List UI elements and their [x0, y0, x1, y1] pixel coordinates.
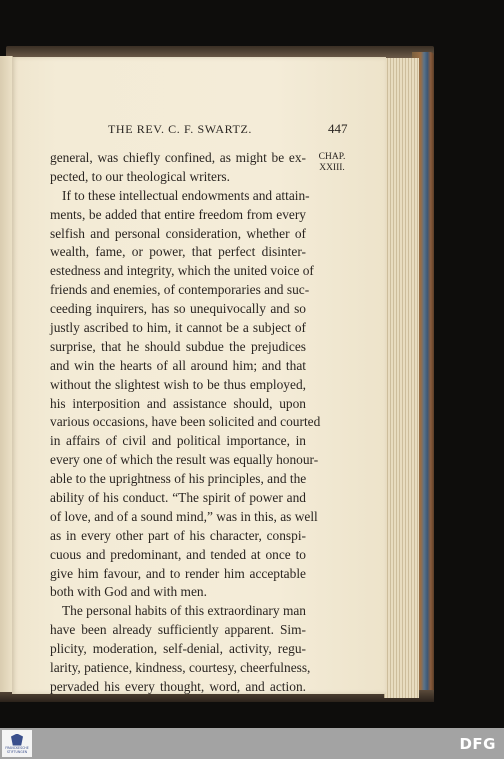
text-line: general, was chiefly confined, as might be ex- — [50, 150, 306, 165]
text-line: surprise, that he should subdue the prejudices — [50, 338, 306, 354]
text-line: able to the uprightness of his principles, and the — [50, 471, 307, 487]
text-line: both with God and with men. — [50, 584, 207, 600]
text-line: of love, and of a sound mind,” was in this, as well — [50, 508, 318, 524]
text-line: his interposition and assistance should, upon — [50, 395, 306, 411]
text-line: ments, be added that entire freedom from every — [50, 206, 306, 222]
text-line: estedness and integrity, which the united voice of — [50, 263, 314, 279]
francke-logo-text: FRANCKESCHE STIFTUNGEN — [5, 745, 29, 754]
body-text — [50, 149, 321, 697]
page-number: 447 — [328, 121, 348, 136]
francke-foundations-logo[interactable] — [2, 730, 32, 757]
viewer-footer-bar — [0, 728, 504, 759]
text-line: every one of which the result was equally honour- — [50, 452, 319, 468]
running-head: THE REV. C. F. SWARTZ. — [108, 122, 252, 136]
dfg-logo[interactable]: DFG — [459, 735, 496, 753]
text-line: ability of his conduct. “The spirit of power and — [50, 490, 306, 506]
text-line: and win the hearts of all around him; and that — [50, 357, 306, 373]
margin-note — [312, 152, 352, 174]
text-line: ceeding inquirers, has so unequivocally and so — [50, 301, 306, 317]
crest-icon — [11, 734, 23, 746]
text-line: cuous and predominant, and tended at once to — [50, 546, 306, 562]
text-line: have been already sufficiently apparent. Sim- — [50, 622, 306, 638]
text-line: in affairs of civil and political importance, in — [50, 433, 306, 449]
text-line: wealth, fame, or power, that perfect disinter- — [50, 244, 306, 260]
text-line: as in every other part of his character, conspi- — [50, 527, 306, 543]
text-line: pected, to our theological writers. — [50, 168, 230, 184]
text-line: friends and enemies, of contemporaries and suc- — [50, 282, 310, 298]
margin-note-number: XXIII. — [319, 163, 345, 173]
text-line: selfish and personal consideration, whether of — [50, 225, 306, 241]
text-line: The personal habits of this extraordinary man — [62, 603, 306, 619]
text-line: plicity, moderation, self-denial, activity, regu- — [50, 641, 306, 657]
text-line: various occasions, have been solicited and courted — [50, 414, 321, 430]
text-line: larity, patience, kindness, courtesy, cheerfulness, — [50, 660, 311, 676]
text-line: give him favour, and to render him acceptable — [50, 565, 306, 581]
text-line: pervaded his every thought, word, and action. — [50, 678, 306, 694]
margin-note-chapter: CHAP. — [318, 152, 346, 162]
text-line: If to these intellectual endowments and attain- — [62, 187, 310, 203]
text-line: without the slightest wish to be thus employed, — [50, 376, 306, 392]
page-stack-edge — [384, 58, 419, 698]
text-line: justly ascribed to him, it cannot be a subject of — [50, 320, 306, 336]
